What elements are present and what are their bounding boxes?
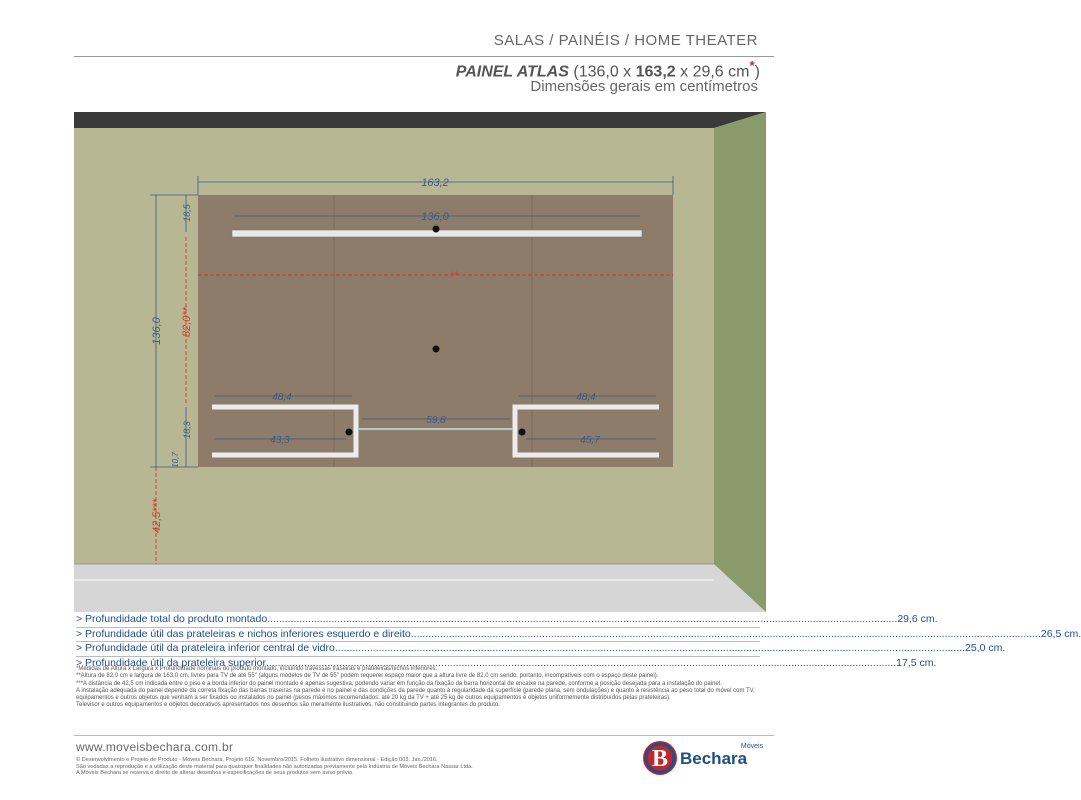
footer-divider bbox=[74, 735, 774, 736]
spec-row bbox=[76, 642, 1006, 655]
spec-dots: ........................................................................................................................................................................................................................ bbox=[334, 642, 965, 654]
logo-letter: B bbox=[651, 746, 669, 772]
footnotes bbox=[76, 666, 760, 710]
product-name: PAINEL ATLAS bbox=[455, 63, 569, 81]
dim-tv-height-value: 82,0 bbox=[181, 315, 193, 337]
dim-right-shelf-top: 48,4 bbox=[576, 392, 596, 403]
dim-floor-gap bbox=[151, 498, 163, 533]
spec-value: 25,0 cm. bbox=[965, 642, 1006, 654]
center-hole bbox=[433, 346, 440, 353]
spec-dots: ........................................................................................................................................................................................................................ bbox=[410, 627, 1041, 640]
spec-row bbox=[76, 613, 938, 626]
dim-tv-height-mark: ** bbox=[181, 307, 193, 316]
dim-tv-height bbox=[181, 306, 193, 337]
spec-label: > Profundidade total do produto montado bbox=[76, 613, 268, 625]
footnote: Televisor e outros equipamentos e objetos decorativos apresentados nos desenhos são meramente ilustrativos, não constituindo partes integrantes do produto. bbox=[76, 702, 500, 709]
footnote: **Altura de 82,0 cm e largura de 163,0 cm, livres para TV de até 55" (alguns modelos de TV de 55" podem requerer espaço maior que a altura livre de 82,0 cm sendo, portanto, incompatíveis com o espaço deste painel). bbox=[76, 673, 659, 680]
footnote: A instalação adequada do painel depende da correta fixação das barras traseiras na parede e no painel e das condições da parede quanto à regularidade da superfície (parede plana, sem ondulações) e quanto à resistência ao peso total do móvel com TV, equipamentos e outros objetos que venham a ser fixados ou instalados no painel (pesos máximos recomendados: até 20 kg da TV + até 25 kg de outros equipamentos e objetos uniformemente distribuídos pelas prateleiras). bbox=[76, 687, 755, 702]
spec-value: 26,5 cm. bbox=[1040, 627, 1081, 640]
dim-bottom-gap: 10,7 bbox=[171, 452, 180, 468]
logo-main-text: Bechara bbox=[680, 749, 748, 768]
product-dims-end: ) bbox=[754, 63, 760, 81]
left-niche-hole bbox=[346, 429, 353, 436]
dim-left-shelf-bottom: 43,3 bbox=[270, 435, 290, 446]
spec-dots: ........................................................................................................................................................................................................................ bbox=[266, 656, 897, 669]
dim-floor-gap-mark: *** bbox=[151, 498, 163, 512]
header-divider bbox=[74, 56, 774, 57]
dim-floor-gap-value: 42,5 bbox=[151, 511, 163, 534]
spec-row bbox=[76, 627, 1081, 641]
side-wall bbox=[714, 112, 766, 612]
dim-height-total: 136,0 bbox=[151, 317, 163, 345]
legal-notice bbox=[76, 757, 636, 777]
legal-line: A Móveis Bechara se reserva o direito de alterar desenhos e especificações de seus produtos sem aviso prévio. bbox=[76, 770, 354, 776]
panel-drawing bbox=[74, 112, 766, 612]
spec-label: > Profundidade útil da prateleira superior bbox=[76, 656, 266, 669]
dim-inner-width: 136,0 bbox=[421, 211, 449, 223]
footnote: ***A distância de 42,5 cm indicada entre o piso e a borda inferior do painel montado é apenas sugestiva, podendo variar em função da fixação da barra horizontal de encaixe na parede, conforme a posição desejada para a instalação do painel. bbox=[76, 680, 722, 687]
floor bbox=[74, 564, 766, 612]
spec-value: 17,5 cm. bbox=[896, 656, 937, 669]
dim-right-shelf-bottom: 45,7 bbox=[580, 435, 600, 446]
dim-glass-shelf: 59,8 bbox=[426, 415, 446, 426]
product-dims-star: * bbox=[749, 58, 755, 73]
top-hole bbox=[433, 226, 440, 233]
legal-line: São vedadas a reprodução e a utilização deste material para quaisquer finalidades não autorizadas previamente pela Indústria de Móveis Bechara Nassar Ltda. bbox=[76, 763, 473, 770]
depth-specs bbox=[76, 613, 1081, 669]
dimensions-subtitle: Dimensões gerais em centímetros bbox=[530, 78, 758, 95]
product-dims-bold: 163,2 bbox=[635, 63, 676, 81]
dim-width-total: 163,2 bbox=[421, 177, 449, 189]
footnote: *Medidas de Altura x Largura x Profundidade nominais do produto montado, incluindo travessas traseiras e prateleiras/nichos inferiores. bbox=[76, 666, 438, 672]
logo-small-text: Móveis bbox=[740, 743, 764, 750]
dim-niche-height: 18,3 bbox=[182, 421, 192, 439]
ceiling bbox=[74, 112, 766, 128]
dim-left-shelf-top: 48,4 bbox=[272, 392, 292, 403]
spec-dots: ........................................................................................................................................................................................................................ bbox=[267, 613, 898, 625]
product-dims-close: x 29,6 cm bbox=[675, 63, 750, 81]
dim-tv-width-mark: ** bbox=[449, 270, 459, 282]
product-dims-open: (136,0 x bbox=[573, 63, 636, 81]
legal-line: © Desenvolvimento e Projeto de Produto - Móveis Bechara. Projeto 616. Novembro/2015. Folheto ilustrativo dimensional - Edição 003. Jan./2016. bbox=[76, 757, 438, 763]
bechara-logo bbox=[640, 738, 775, 778]
spec-label: > Profundidade útil das prateleiras e nichos inferiores esquerdo e direito bbox=[76, 627, 411, 640]
website-link[interactable]: www.moveisbechara.com.br bbox=[76, 740, 234, 754]
spec-label: > Profundidade útil da prateleira inferior central de vidro bbox=[76, 642, 335, 654]
spec-value: 29,6 cm. bbox=[897, 613, 938, 625]
right-niche-hole bbox=[519, 429, 526, 436]
dim-top-gap: 18,5 bbox=[182, 204, 192, 222]
category-breadcrumb: SALAS / PAINÉIS / HOME THEATER bbox=[493, 32, 758, 49]
